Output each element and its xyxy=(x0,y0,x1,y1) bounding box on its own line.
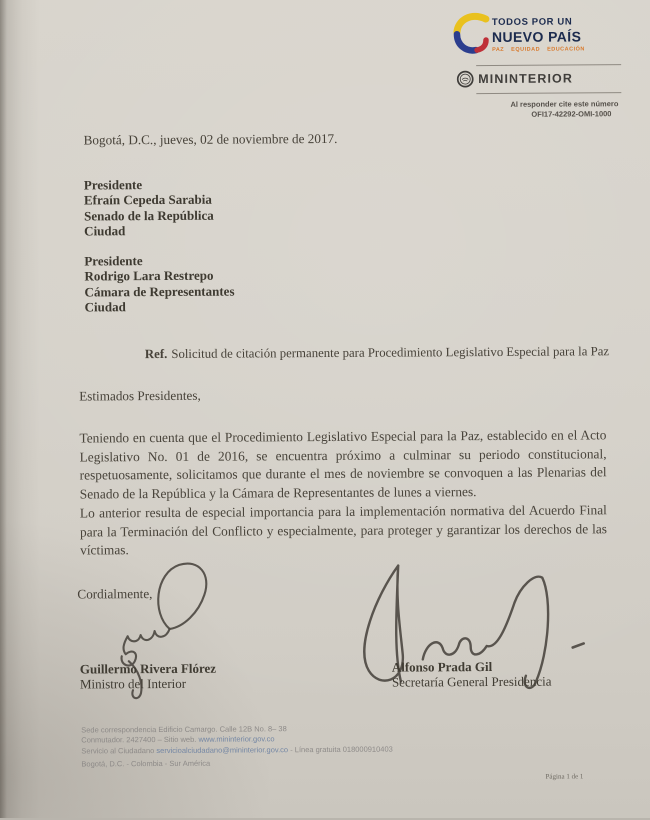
signer-name: Alfonso Prada Gil xyxy=(391,658,493,675)
signer-title: Secretaría General Presidencia xyxy=(391,673,552,690)
footer-hotline-text: - Línea gratuita 018000910403 xyxy=(288,744,393,755)
recipient-line: Ciudad xyxy=(84,299,126,315)
brand-line-2: NUEVO PAÍS xyxy=(491,27,582,45)
page-number: Página 1 de 1 xyxy=(545,772,584,781)
footer-service-line xyxy=(81,744,392,756)
footer-service-text: Servicio al Ciudadano xyxy=(81,745,157,756)
recipient-line: Cámara de Representantes xyxy=(84,283,235,300)
footer-email-link: servicioalciudadano@mininterior.gov.co xyxy=(156,745,289,755)
ministry-name: MININTERIOR xyxy=(478,71,574,87)
salutation: Estimados Presidentes, xyxy=(79,387,201,404)
recipient-block-camara xyxy=(84,253,234,315)
reply-note-text: Al responder cite este número xyxy=(510,99,619,109)
recipient-line: Senado de la República xyxy=(84,207,214,224)
reference-line xyxy=(145,344,609,362)
signer-block-left xyxy=(80,662,216,692)
reply-reference-block xyxy=(466,99,618,120)
closing-line: Cordialmente, xyxy=(77,586,153,602)
ministry-logo-row xyxy=(456,69,573,88)
body-paragraph-1: Teniendo en cuenta que el Procedimiento Legislativo Especial para la Paz, establecido en el Acto Legislativo No. 01 de 2016, se encuentra próximo a culminar su periodo constitucional, respetuosamente, solicitamos que durante el mes de noviembre se convoquen a las Plenarias del Senado de la República y la Cámara de Representantes de lunes a viernes. xyxy=(79,427,607,502)
recipient-line: Presidente xyxy=(83,177,143,193)
mininterior-seal-icon xyxy=(456,70,474,88)
reference-label: Ref. xyxy=(144,346,168,362)
brand-text-block xyxy=(492,17,585,53)
letterhead-divider-top xyxy=(476,64,621,66)
signer-block-right xyxy=(392,660,552,690)
brand-tagline: PAZ EQUIDAD EDUCACIÓN xyxy=(492,45,585,53)
footer-contact-block xyxy=(81,724,393,771)
signer-name: Guillermo Rivera Flórez xyxy=(79,660,217,677)
footer-phone-text: Conmutador. 2427400 – Sitio web. xyxy=(81,735,199,745)
recipient-block-senado xyxy=(84,177,214,239)
date-line: Bogotá, D.C., jueves, 02 de noviembre de 2017. xyxy=(83,130,338,148)
footer-website-link: www.mininterior.gov.co xyxy=(198,734,275,745)
brand-line-1: TODOS POR UN xyxy=(491,16,573,28)
reference-text: Solicitud de citación permanente para Procedimiento Legislativo Especial para la Paz xyxy=(171,344,610,361)
footer-address-line: Sede correspondencia Edificio Camargo. Calle 12B No. 8– 38 xyxy=(81,724,287,735)
recipient-line: Rodrigo Lara Restrepo xyxy=(84,267,214,284)
recipient-line: Presidente xyxy=(84,253,143,269)
footer-city-line: Bogotá, D.C. - Colombia - Sur América xyxy=(81,758,211,769)
recipient-line: Ciudad xyxy=(84,223,126,239)
reply-reference-number: OFI17-42292-OMI-1000 xyxy=(531,109,612,119)
body-paragraph-2: Lo anterior resulta de especial importancia para la implementación normativa del Acuerdo Final para la Terminación del Conflicto y especialmente, para proteger y garantizar los derechos de las víctimas. xyxy=(79,502,608,558)
signer-title: Ministro del Interior xyxy=(79,675,187,692)
letterhead-divider-bottom xyxy=(476,92,621,94)
nuevo-pais-flag-swirl-logo-icon xyxy=(453,11,491,61)
recipient-line: Efraín Cepeda Sarabia xyxy=(83,191,212,208)
